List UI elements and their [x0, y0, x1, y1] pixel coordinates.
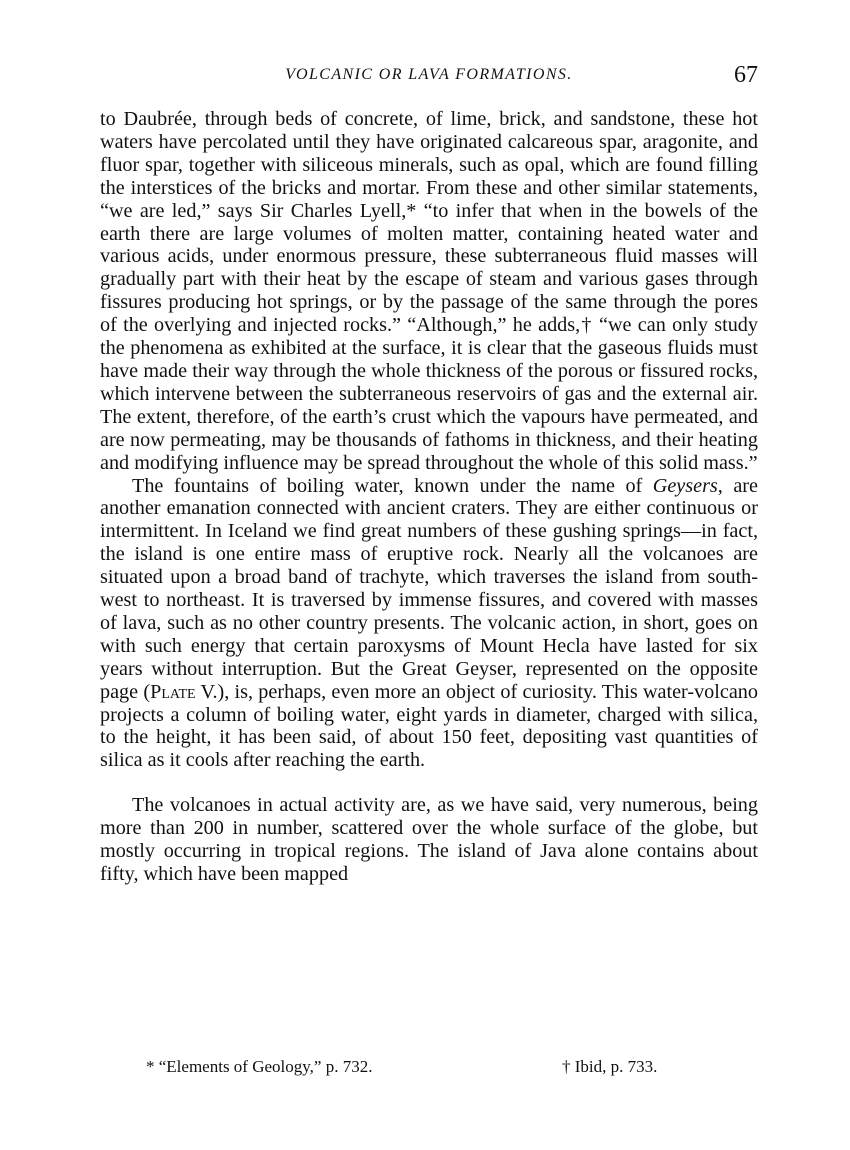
- paragraph-2-text-b: , are another emanation connected with ancient craters. They are either continuous or intermittent. In Iceland we find great numbers of these gushing springs—in fact, the island is one entire mass of eruptive rock. Nearly all the volcanoes are situated upon a broad band of trachyte, which traverses the island from south-west to northeast. It is traversed by immense fissures, and covered with masses of lava, such as no other country presents. The volcanic action, in short, goes on with such energy that certain paroxysms of Mount Hecla have lasted for six years without interruption. But the Great Geyser, represented on the opposite page (: [100, 474, 758, 703]
- page-number: 67: [734, 62, 758, 88]
- paragraph-2-text-a: The fountains of boiling water, known under the name of: [132, 474, 653, 497]
- body-text: [100, 108, 758, 886]
- running-title: VOLCANIC OR LAVA FORMATIONS.: [285, 66, 573, 83]
- plate-reference: Plate: [150, 680, 196, 703]
- paragraph-3: The volcanoes in actual activity are, as we have said, very numerous, being more than 200 in number, scattered over the whole surface of the globe, but mostly occurring in tropical regions. The island of Java alone contains about fifty, which have been mapped: [100, 794, 758, 885]
- geysers-term: Geysers: [652, 474, 718, 497]
- paragraph-1: to Daubrée, through beds of concrete, of lime, brick, and sandstone, these hot waters have percolated until they have originated calcareous spar, aragonite, and fluor spar, together with siliceous minerals, such as opal, which are found filling the interstices of the bricks and mortar. From these and other similar statements, “we are led,” says Sir Charles Lyell,* “to infer that when in the bowels of the earth there are large volumes of molten matter, containing heated water and various acids, under enormous pressure, these subterraneous fluid masses will gradually part with their heat by the escape of steam and various gases through fissures producing hot springs, or by the passage of the same through the pores of the overlying and injected rocks.” “Although,” he adds,† “we can only study the phenomena as exhibited at the surface, it is clear that the gaseous fluids must have made their way through the whole thickness of the porous or fissured rocks, which intervene between the subterraneous reservoirs of gas and the external air. The extent, therefore, of the earth’s crust which the vapours have permeated, and are now permeating, may be thousands of fathoms in thickness, and their heating and modifying influence may be spread throughout the whole of this solid mass.”: [100, 108, 758, 474]
- paragraph-2: [100, 475, 758, 773]
- footnotes: [100, 1057, 758, 1087]
- running-head: [100, 62, 758, 92]
- paragraph-2-text-c: V.), is, perhaps, even more an object of curiosity. This water-volcano projects a column of boiling water, eight yards in diameter, charged with silica, to the height, it has been said, of about 150 feet, depositing vast quantities of silica as it cools after reaching the earth.: [100, 680, 758, 772]
- footnote-2: † Ibid, p. 733.: [562, 1057, 658, 1076]
- footnote-1: * “Elements of Geology,” p. 732.: [146, 1057, 373, 1076]
